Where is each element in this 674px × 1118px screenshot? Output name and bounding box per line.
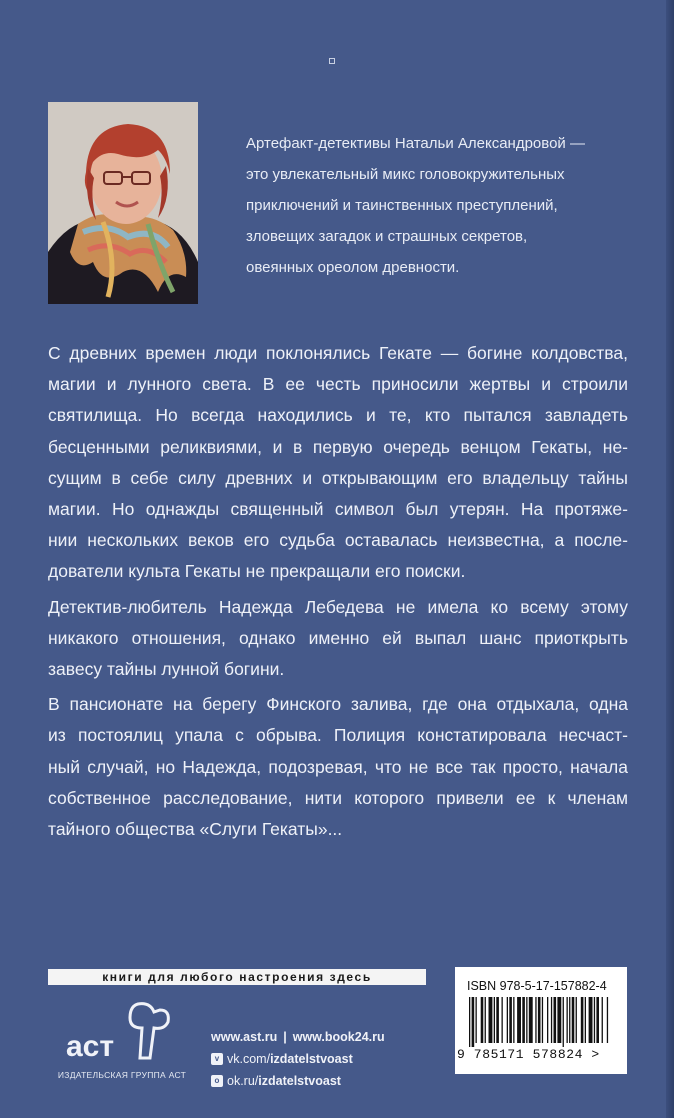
text-line: дователи культа Гекаты не прекращали его поиски.: [48, 561, 466, 582]
barcode-bar: [607, 997, 608, 1043]
barcode-bar: [542, 997, 543, 1043]
ok-prefix: ok.ru/: [227, 1074, 259, 1088]
blurb-line: Артефакт-детективы Натальи Александровой —: [246, 135, 585, 152]
paragraph: [48, 338, 628, 588]
barcode-bar: [547, 997, 548, 1043]
blurb-line: зловещих загадок и страшных секретов,: [246, 228, 528, 245]
vk-handle: izdatelstvoast: [270, 1052, 353, 1066]
barcode-bar: [509, 997, 512, 1043]
text-line: завесу тайны лунной богини.: [48, 659, 285, 680]
paragraph: [48, 592, 628, 686]
barcode-bar: [576, 997, 577, 1043]
barcode-bar: [522, 997, 525, 1043]
barcode-bar: [476, 997, 477, 1043]
barcode-bar: [472, 997, 475, 1047]
text-line: собственное расследование, нити которого привели ее к членам: [48, 787, 628, 808]
ast-logo: [60, 1000, 180, 1060]
text-line: тайного общества «Слуги Гекаты»...: [48, 819, 343, 840]
logo-text: аст: [66, 1030, 115, 1060]
text-line: никакого отношения, однако именно ей выпал шанс приоткрыть: [48, 627, 628, 648]
text-line: магии и лунного света. В ее честь приносили жертвы и строили: [48, 374, 628, 395]
text-line: ный случай, но Надежда, подозревая, что не все так просто, начала: [48, 756, 628, 777]
text-line: С древних времен люди поклонялись Гекате — богине колдовства,: [48, 343, 628, 363]
barcode-bar: [551, 997, 552, 1043]
blurb-line: это увлекательный микс головокружительных: [246, 166, 565, 183]
barcode-image: [465, 997, 617, 1047]
site-link-book24[interactable]: www.book24.ru: [292, 1030, 385, 1044]
barcode-digits: 9 785171 578824 >: [457, 1047, 600, 1062]
ok-icon: o: [211, 1075, 223, 1087]
tagline-banner: книги для любого настроения здесь: [48, 969, 426, 985]
barcode-bar: [589, 997, 593, 1043]
text-line: магии. Но однажды священный символ был утерян. На протяже-: [48, 499, 628, 520]
barcode-bar: [569, 997, 570, 1043]
barcode-bar: [596, 997, 599, 1043]
barcode-bar: [485, 997, 486, 1043]
barcode-bar: [526, 997, 527, 1043]
barcode-bar: [572, 997, 575, 1043]
blurb-line: приключений и таинственных преступлений,: [246, 197, 558, 214]
site-link-ast[interactable]: www.ast.ru: [211, 1030, 278, 1044]
barcode-bar: [554, 997, 557, 1043]
author-blurb: [246, 128, 646, 283]
barcode-bar: [563, 997, 564, 1047]
vk-row[interactable]: [211, 1048, 385, 1070]
barcode-bar: [602, 997, 603, 1043]
text-line: сущим в себе силу древних и открывающим его владельцу тайны: [48, 467, 628, 488]
corner-mark: [329, 58, 335, 64]
author-photo: [48, 102, 198, 304]
barcode-bar: [489, 997, 493, 1043]
barcode-bar: [581, 997, 584, 1043]
barcode-bar: [594, 997, 595, 1043]
isbn-number: ISBN 978-5-17-157882-4: [467, 979, 607, 993]
vk-icon: v: [211, 1053, 223, 1065]
barcode-bar: [502, 997, 503, 1043]
barcode-bar: [538, 997, 541, 1043]
barcode-panel: [455, 967, 627, 1074]
separator: |: [283, 1030, 287, 1044]
text-line: бесценными реликвиями, и в первую очередь венцом Гекаты, не-: [48, 436, 628, 457]
text-line: В пансионате на берегу Финского залива, где она отдыхала, одна: [48, 694, 628, 715]
barcode-bar: [585, 997, 586, 1043]
barcode-bar: [535, 997, 536, 1043]
barcode-bar: [567, 997, 568, 1043]
publisher-name: ИЗДАТЕЛЬСКАЯ ГРУППА АСТ: [57, 1070, 187, 1080]
barcode-bar: [507, 997, 508, 1043]
websites-row: [211, 1026, 385, 1048]
ok-row[interactable]: [211, 1070, 385, 1092]
annotation-text: [48, 338, 628, 849]
text-line: нии нескольких веков его судьба оставалась неизвестна, а после-: [48, 530, 628, 551]
blurb-line: овеянных ореолом древности.: [246, 259, 460, 276]
barcode-bar: [481, 997, 484, 1043]
barcode-bar: [557, 997, 561, 1043]
barcode-bar: [496, 997, 499, 1043]
ok-handle: izdatelstvoast: [258, 1074, 341, 1088]
barcode-bar: [494, 997, 495, 1043]
publisher-links: [211, 1026, 385, 1092]
text-line: из постоялиц упала с обрыва. Полиция констатировала несчаст-: [48, 725, 628, 746]
spine-edge: [666, 0, 674, 1118]
barcode-bar: [517, 997, 521, 1043]
paragraph: [48, 689, 628, 845]
barcode-bar: [529, 997, 533, 1043]
barcode-bar: [469, 997, 470, 1047]
barcode-bar: [513, 997, 514, 1043]
vk-prefix: vk.com/: [227, 1052, 271, 1066]
text-line: Детектив-любитель Надежда Лебедева не имела ко всему этому: [48, 596, 628, 617]
text-line: святилища. Но всегда находились и те, кто пытался завладеть: [48, 405, 628, 426]
